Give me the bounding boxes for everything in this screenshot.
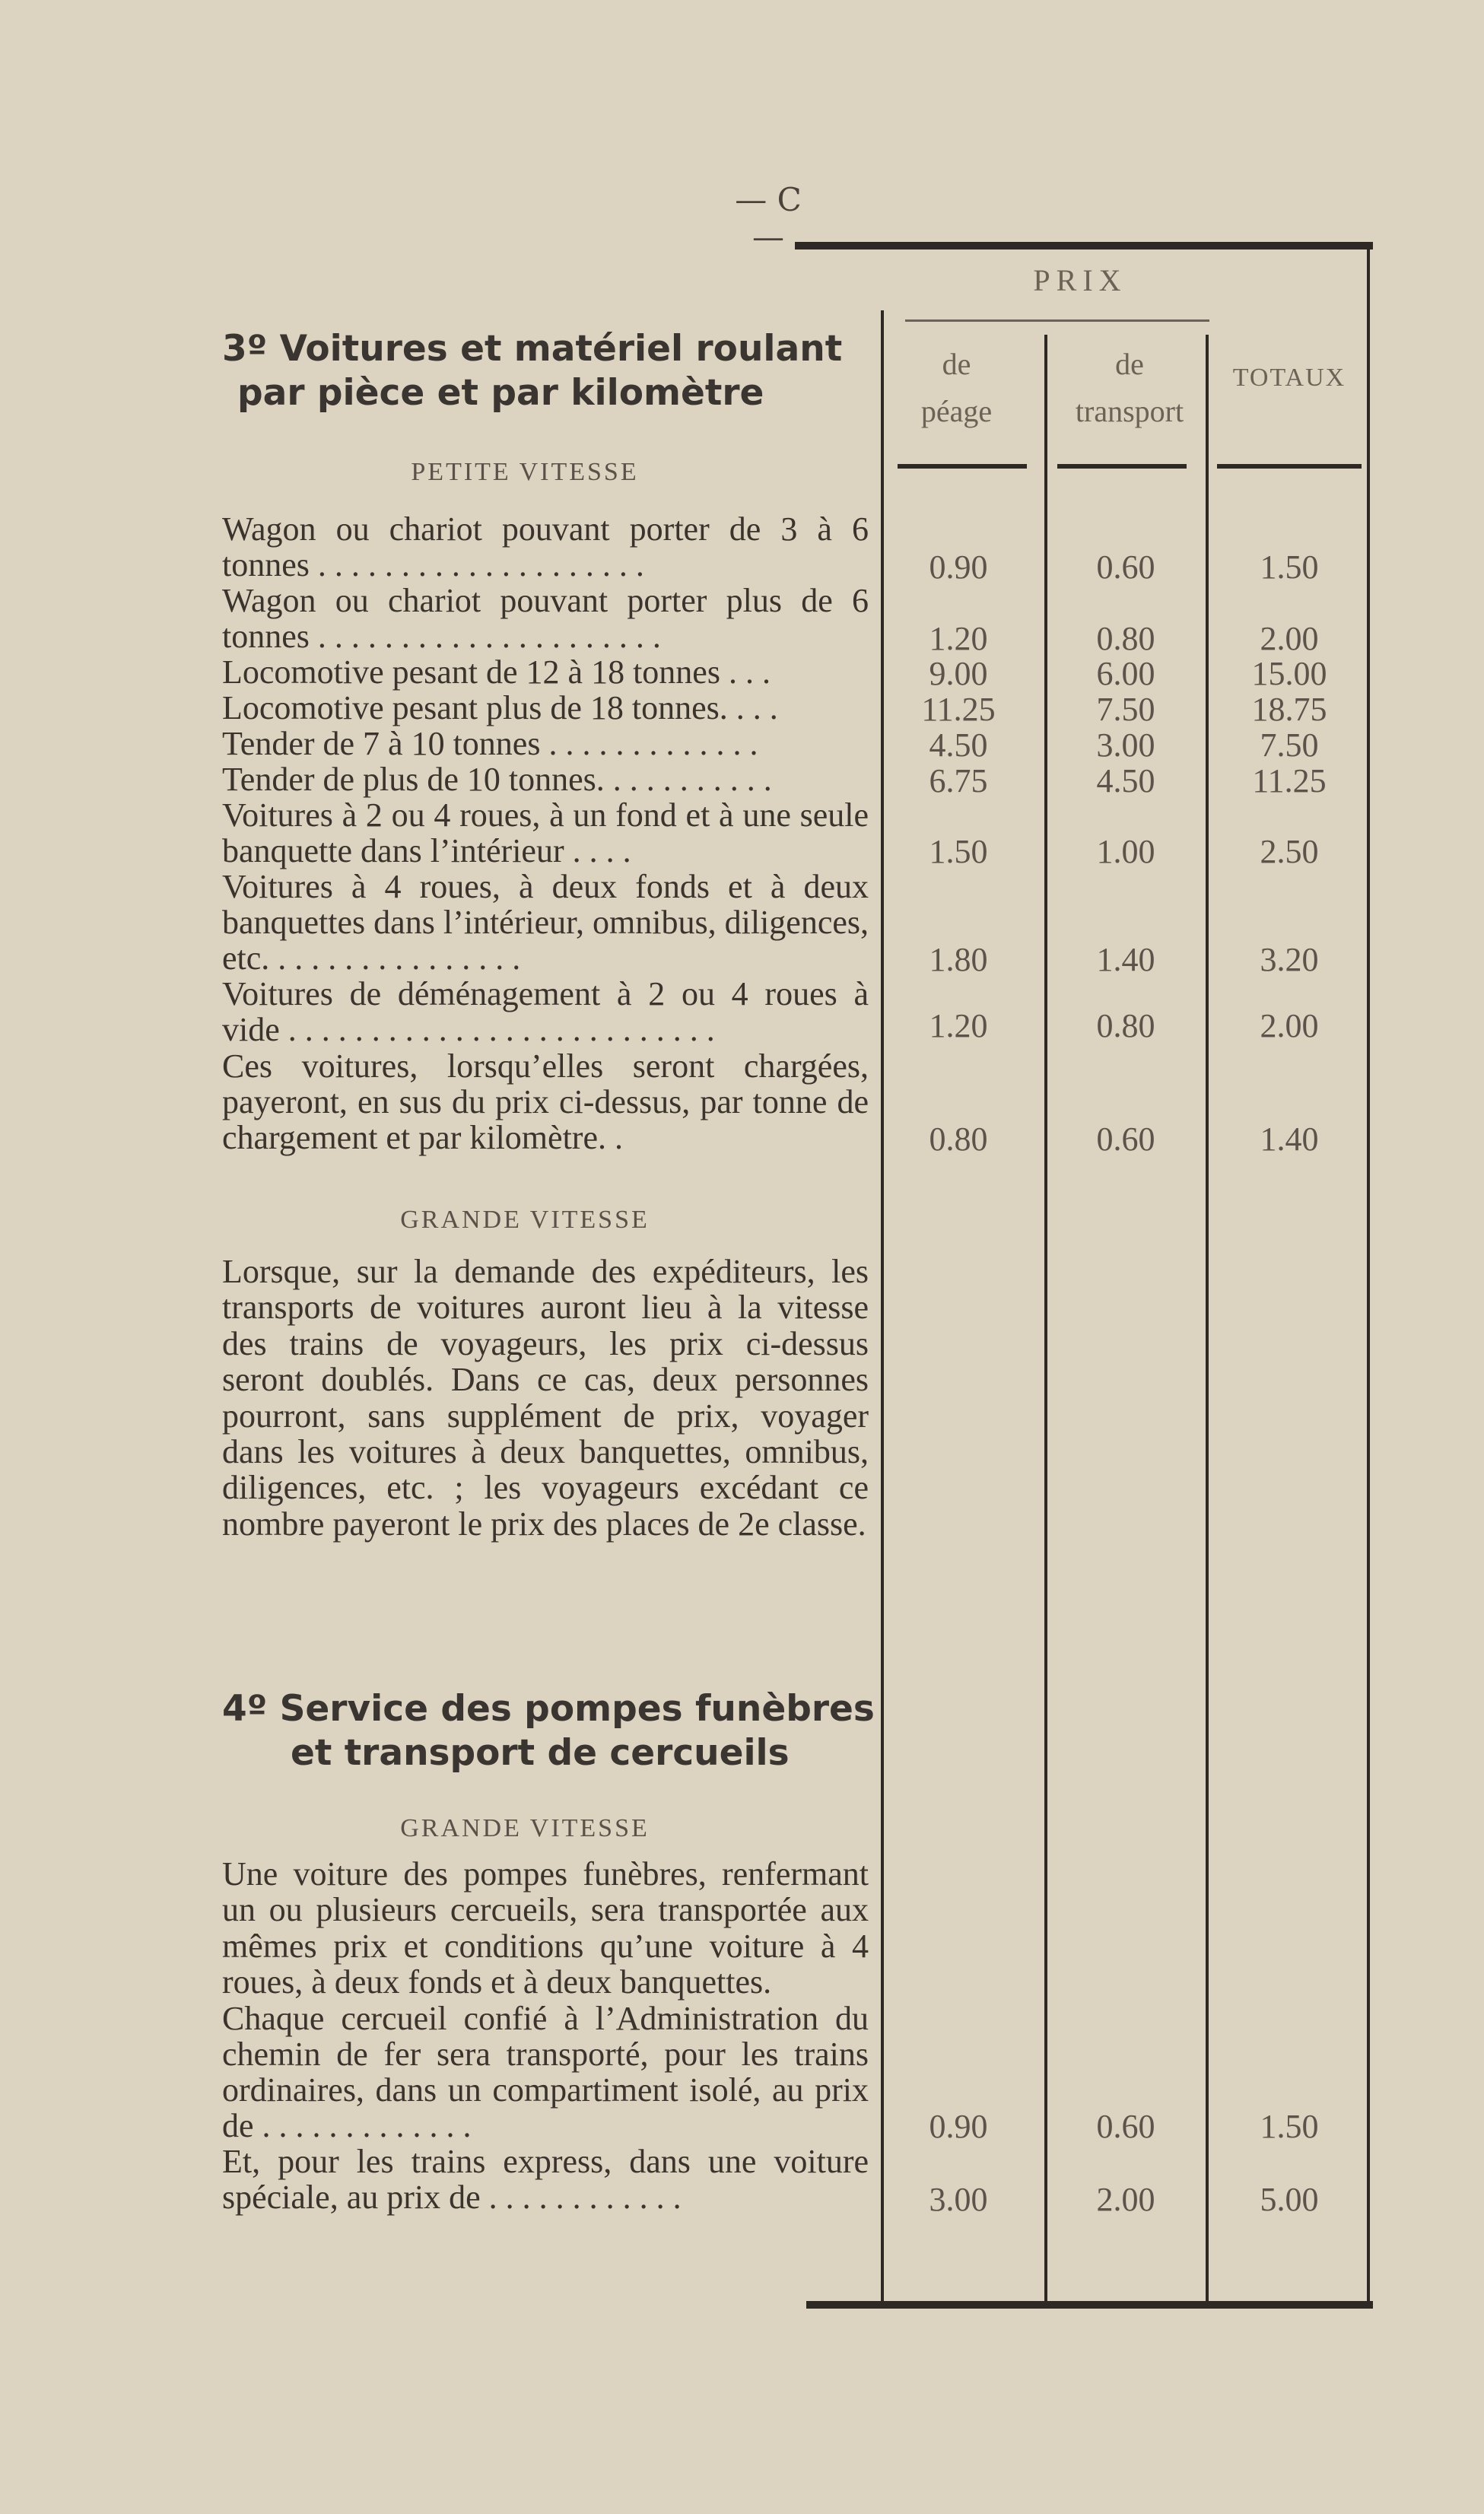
transport-header: de transport <box>1075 347 1184 428</box>
column-divider-2 <box>1044 335 1047 2301</box>
section-4-title: 4º Service des pompes funèbres et transport de cercueils <box>222 1688 875 1774</box>
grande-vitesse-paragraph: Lorsque, sur la demande des expéditeurs, les transports de voitures auront lieu à la vitesse des trains de voyageurs, les prix ci-dessus seront doublés. Dans ce cas, deux personnes pourront, sans supplément de prix, voyager dans les voitures à deux banquettes, omnibus, diligences, etc. ; les voyageurs excédant ce nombre payeront le prix des places de 2e classe. <box>222 1253 869 1543</box>
header-underline-3 <box>1217 464 1362 469</box>
section-4-subheading: GRANDE VITESSE <box>400 1814 650 1842</box>
prix-header: PRIX <box>1033 263 1127 297</box>
column-divider-3 <box>1206 335 1209 2301</box>
header-underline-1 <box>898 464 1027 469</box>
grande-vitesse-heading: GRANDE VITESSE <box>400 1206 650 1234</box>
column-divider-4 <box>1367 242 1370 2309</box>
pompes-funebres-paragraph: Une voiture des pompes funèbres, renfermant un ou plusieurs cercueils, sera transportée aux mêmes prix et conditions qu’une voiture à 4 roues, à deux fonds et à deux banquettes. <box>222 1855 869 2001</box>
prix-brace <box>905 319 1209 322</box>
section-3-title: 3º Voitures et matériel roulant par pièce et par kilomètre <box>222 328 843 414</box>
header-underline-2 <box>1057 464 1187 469</box>
table-top-rule <box>795 242 1373 249</box>
table-bottom-rule <box>806 2301 1373 2309</box>
peage-header: de péage <box>920 347 993 428</box>
column-divider-1 <box>881 310 884 2301</box>
page-number: — C — <box>735 181 802 256</box>
petite-vitesse-heading: PETITE VITESSE <box>411 458 639 486</box>
totaux-header: TOTAUX <box>1232 364 1346 392</box>
